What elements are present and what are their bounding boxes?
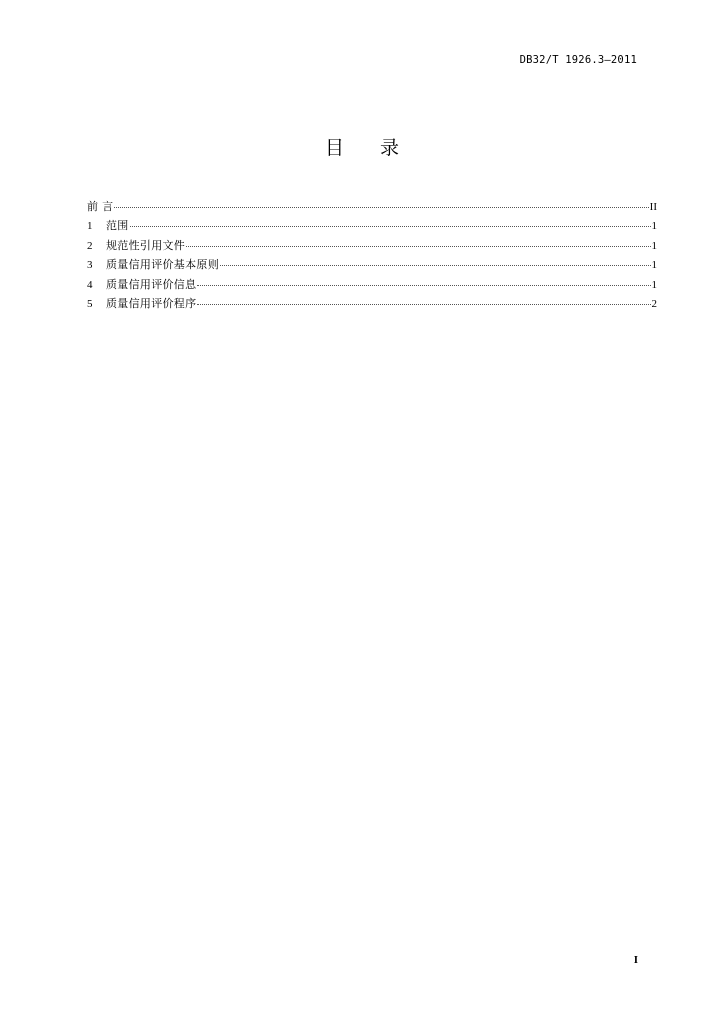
document-code-header: DB32/T 1926.3—2011 bbox=[519, 54, 637, 66]
toc-entry-scope[interactable] bbox=[87, 218, 657, 237]
toc-entry-label: 质量信用评价信息 bbox=[106, 277, 197, 291]
toc-entry-page: 1 bbox=[651, 239, 657, 252]
toc-leader-dots bbox=[114, 206, 648, 208]
toc-entry-number: 4 bbox=[87, 278, 93, 291]
toc-entry-number: 3 bbox=[87, 259, 93, 272]
toc-entry-page: 1 bbox=[651, 220, 657, 233]
toc-leader-dots bbox=[220, 264, 651, 266]
toc-entry-normative-references[interactable] bbox=[87, 238, 657, 257]
toc-entry-number: 5 bbox=[87, 297, 93, 310]
toc-entry-evaluation-procedure[interactable] bbox=[87, 296, 657, 315]
toc-entry-page: 1 bbox=[651, 278, 657, 291]
toc-title: 目录 bbox=[324, 137, 435, 159]
toc-entry-page: 2 bbox=[651, 297, 657, 310]
toc-entry-label: 范围 bbox=[106, 219, 129, 233]
toc-entry-page: 1 bbox=[651, 259, 657, 272]
toc-list bbox=[87, 199, 657, 315]
toc-entry-evaluation-information[interactable] bbox=[87, 277, 657, 296]
toc-entry-page: II bbox=[649, 201, 657, 213]
toc-entry-label: 质量信用评价基本原则 bbox=[106, 258, 219, 272]
toc-entry-label: 规范性引用文件 bbox=[106, 238, 186, 252]
toc-entry-number: 1 bbox=[87, 220, 93, 233]
toc-entry-number: 2 bbox=[87, 239, 93, 252]
toc-leader-dots bbox=[197, 284, 650, 286]
toc-leader-dots bbox=[197, 303, 650, 305]
toc-entry-basic-principles[interactable] bbox=[87, 257, 657, 276]
toc-leader-dots bbox=[186, 245, 650, 247]
toc-leader-dots bbox=[130, 225, 651, 227]
page-number: I bbox=[633, 954, 638, 966]
toc-entry-foreword[interactable] bbox=[87, 199, 657, 218]
toc-entry-label: 前 言 bbox=[87, 200, 114, 213]
toc-entry-label: 质量信用评价程序 bbox=[106, 296, 197, 310]
